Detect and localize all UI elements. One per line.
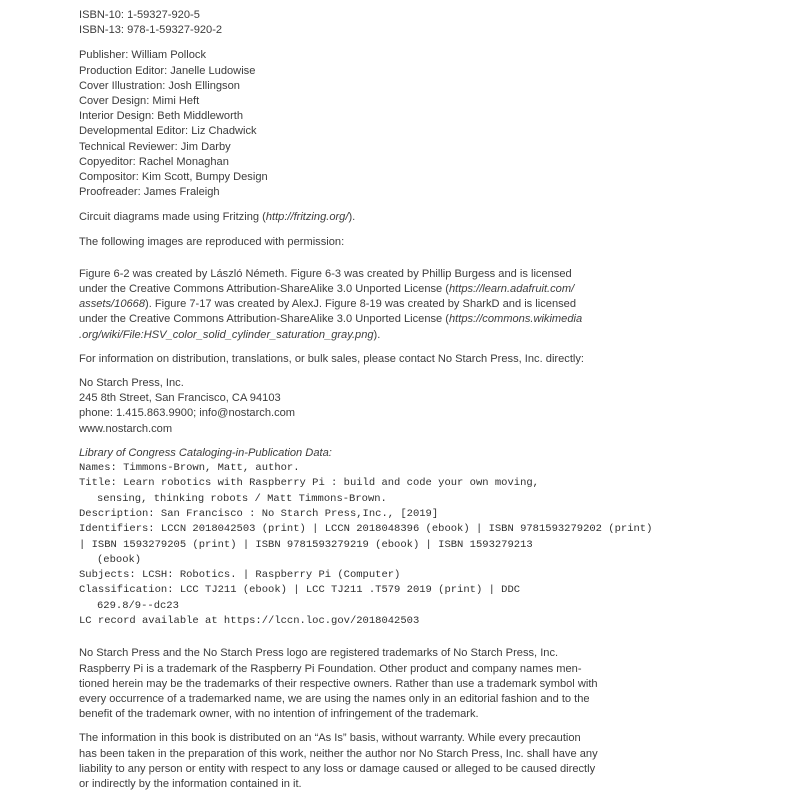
- wikimedia-link-cont[interactable]: .org/wiki/File:HSV_color_solid_cylinder_saturation_gray.png: [79, 328, 374, 341]
- address-contact: phone: 1.415.863.9900; info@nostarch.com: [79, 407, 296, 420]
- credit-production-editor: Production Editor: Janelle Ludowise: [79, 64, 256, 77]
- cip-identifiers-cont2: (ebook): [97, 553, 142, 566]
- cip-title-line: Title: Learn robotics with Raspberry Pi : build and code your own moving,: [79, 477, 539, 490]
- address-company: No Starch Press, Inc.: [79, 377, 184, 390]
- circuit-credit-text: Circuit diagrams made using Fritzing (: [79, 211, 266, 224]
- trademark-line: No Starch Press and the No Starch Press logo are registered trademarks of No Starch Press, Inc.: [79, 647, 559, 660]
- cip-lc-record: LC record available at https://lccn.loc.gov/2018042503: [79, 615, 420, 628]
- trademark-line: benefit of the trademark owner, with no intention of infringement of the trademark.: [79, 708, 479, 721]
- credit-developmental-editor: Developmental Editor: Liz Chadwick: [79, 125, 257, 138]
- figure-credits-line: under the Creative Commons Attribution-ShareAlike 3.0 Unported License (: [79, 283, 449, 296]
- address-website: www.nostarch.com: [79, 422, 173, 435]
- figure-credits-line: ).: [373, 328, 381, 341]
- trademark-line: tioned herein may be the trademarks of their respective owners. Rather than use a trademark symbol with: [79, 677, 598, 690]
- distribution-info-text: For information on distribution, translations, or bulk sales, please contact No Starch Press, Inc. directly:: [79, 352, 584, 365]
- cip-classification: Classification: LCC TJ211 (ebook) | LCC TJ211 .T579 2019 (print) | DDC: [79, 584, 521, 597]
- figure-credits-line: Figure 6-2 was created by László Németh. Figure 6-3 was created by Phillip Burgess and is licensed: [79, 267, 572, 280]
- circuit-credit-suffix: ).: [348, 211, 356, 224]
- distribution-info: [79, 352, 719, 367]
- credit-technical-reviewer: Technical Reviewer: Jim Darby: [79, 140, 231, 153]
- cip-subjects: Subjects: LCSH: Robotics. | Raspberry Pi (Computer): [79, 569, 401, 582]
- cip-description: Description: San Francisco : No Starch Press,Inc., [2019]: [79, 507, 439, 520]
- credits-list: [79, 48, 719, 200]
- credit-cover-illustration: Cover Illustration: Josh Ellingson: [79, 79, 240, 92]
- credit-compositor: Compositor: Kim Scott, Bumpy Design: [79, 171, 268, 184]
- trademark-line: Raspberry Pi is a trademark of the Raspberry Pi Foundation. Other product and company names men-: [79, 662, 582, 675]
- credit-interior-design: Interior Design: Beth Middleworth: [79, 110, 244, 123]
- cip-names: Names: Timmons-Brown, Matt, author.: [79, 462, 300, 475]
- figure-credits-line: ). Figure 7-17 was created by AlexJ. Figure 8-19 was created by SharkD and is licensed: [145, 298, 577, 311]
- isbn-10: ISBN-10: 1-59327-920-5: [79, 9, 200, 21]
- isbn-13: ISBN-13: 978-1-59327-920-2: [79, 24, 223, 37]
- warranty-disclaimer: [79, 731, 719, 792]
- fritzing-link[interactable]: http://fritzing.org/: [265, 211, 349, 224]
- figure-credits-line: under the Creative Commons Attribution-ShareAlike 3.0 Unported License (: [79, 313, 449, 326]
- address-street: 245 8th Street, San Francisco, CA 94103: [79, 392, 281, 405]
- circuit-credit: [79, 210, 719, 225]
- cip-identifiers-cont: | ISBN 1593279205 (print) | ISBN 9781593279219 (ebook) | ISBN 1593279213: [79, 538, 533, 551]
- copyright-page: [79, 8, 719, 792]
- cip-title-cont: sensing, thinking robots / Matt Timmons-Brown.: [97, 492, 387, 505]
- disclaimer-line: liability to any person or entity with respect to any loss or damage caused or alleged to be caused directly: [79, 762, 596, 775]
- wikimedia-link[interactable]: https://commons.wikimedia: [448, 313, 583, 326]
- trademark-notice: [79, 646, 719, 722]
- cip-title: Library of Congress Cataloging-in-Publication Data:: [79, 446, 332, 459]
- figure-credits: [79, 267, 719, 343]
- permission-intro-text: The following images are reproduced with permission:: [79, 235, 345, 248]
- credit-proofreader: Proofreader: James Fraleigh: [79, 186, 220, 199]
- publisher-address: [79, 376, 719, 437]
- credit-copyeditor: Copyeditor: Rachel Monaghan: [79, 155, 229, 168]
- cip-data: [79, 446, 719, 629]
- adafruit-link[interactable]: https://learn.adafruit.com/: [448, 283, 575, 296]
- cip-classification-cont: 629.8/9--dc23: [97, 599, 179, 612]
- trademark-line: every occurrence of a trademarked name, we are using the names only in an editorial fashion and to the: [79, 692, 590, 705]
- isbn-block: [79, 8, 719, 38]
- adafruit-link-cont[interactable]: assets/10668: [79, 298, 145, 311]
- credit-cover-design: Cover Design: Mimi Heft: [79, 95, 200, 108]
- disclaimer-line: has been taken in the preparation of this work, neither the author nor No Starch Press, Inc. shall have any: [79, 747, 598, 760]
- cip-identifiers: Identifiers: LCCN 2018042503 (print) | LCCN 2018048396 (ebook) | ISBN 9781593279202 (print): [79, 523, 653, 536]
- credit-publisher: Publisher: William Pollock: [79, 49, 206, 62]
- permission-intro: [79, 235, 719, 250]
- disclaimer-line: or indirectly by the information contained in it.: [79, 777, 302, 790]
- disclaimer-line: The information in this book is distributed on an “As Is” basis, without warranty. While every precaution: [79, 732, 581, 745]
